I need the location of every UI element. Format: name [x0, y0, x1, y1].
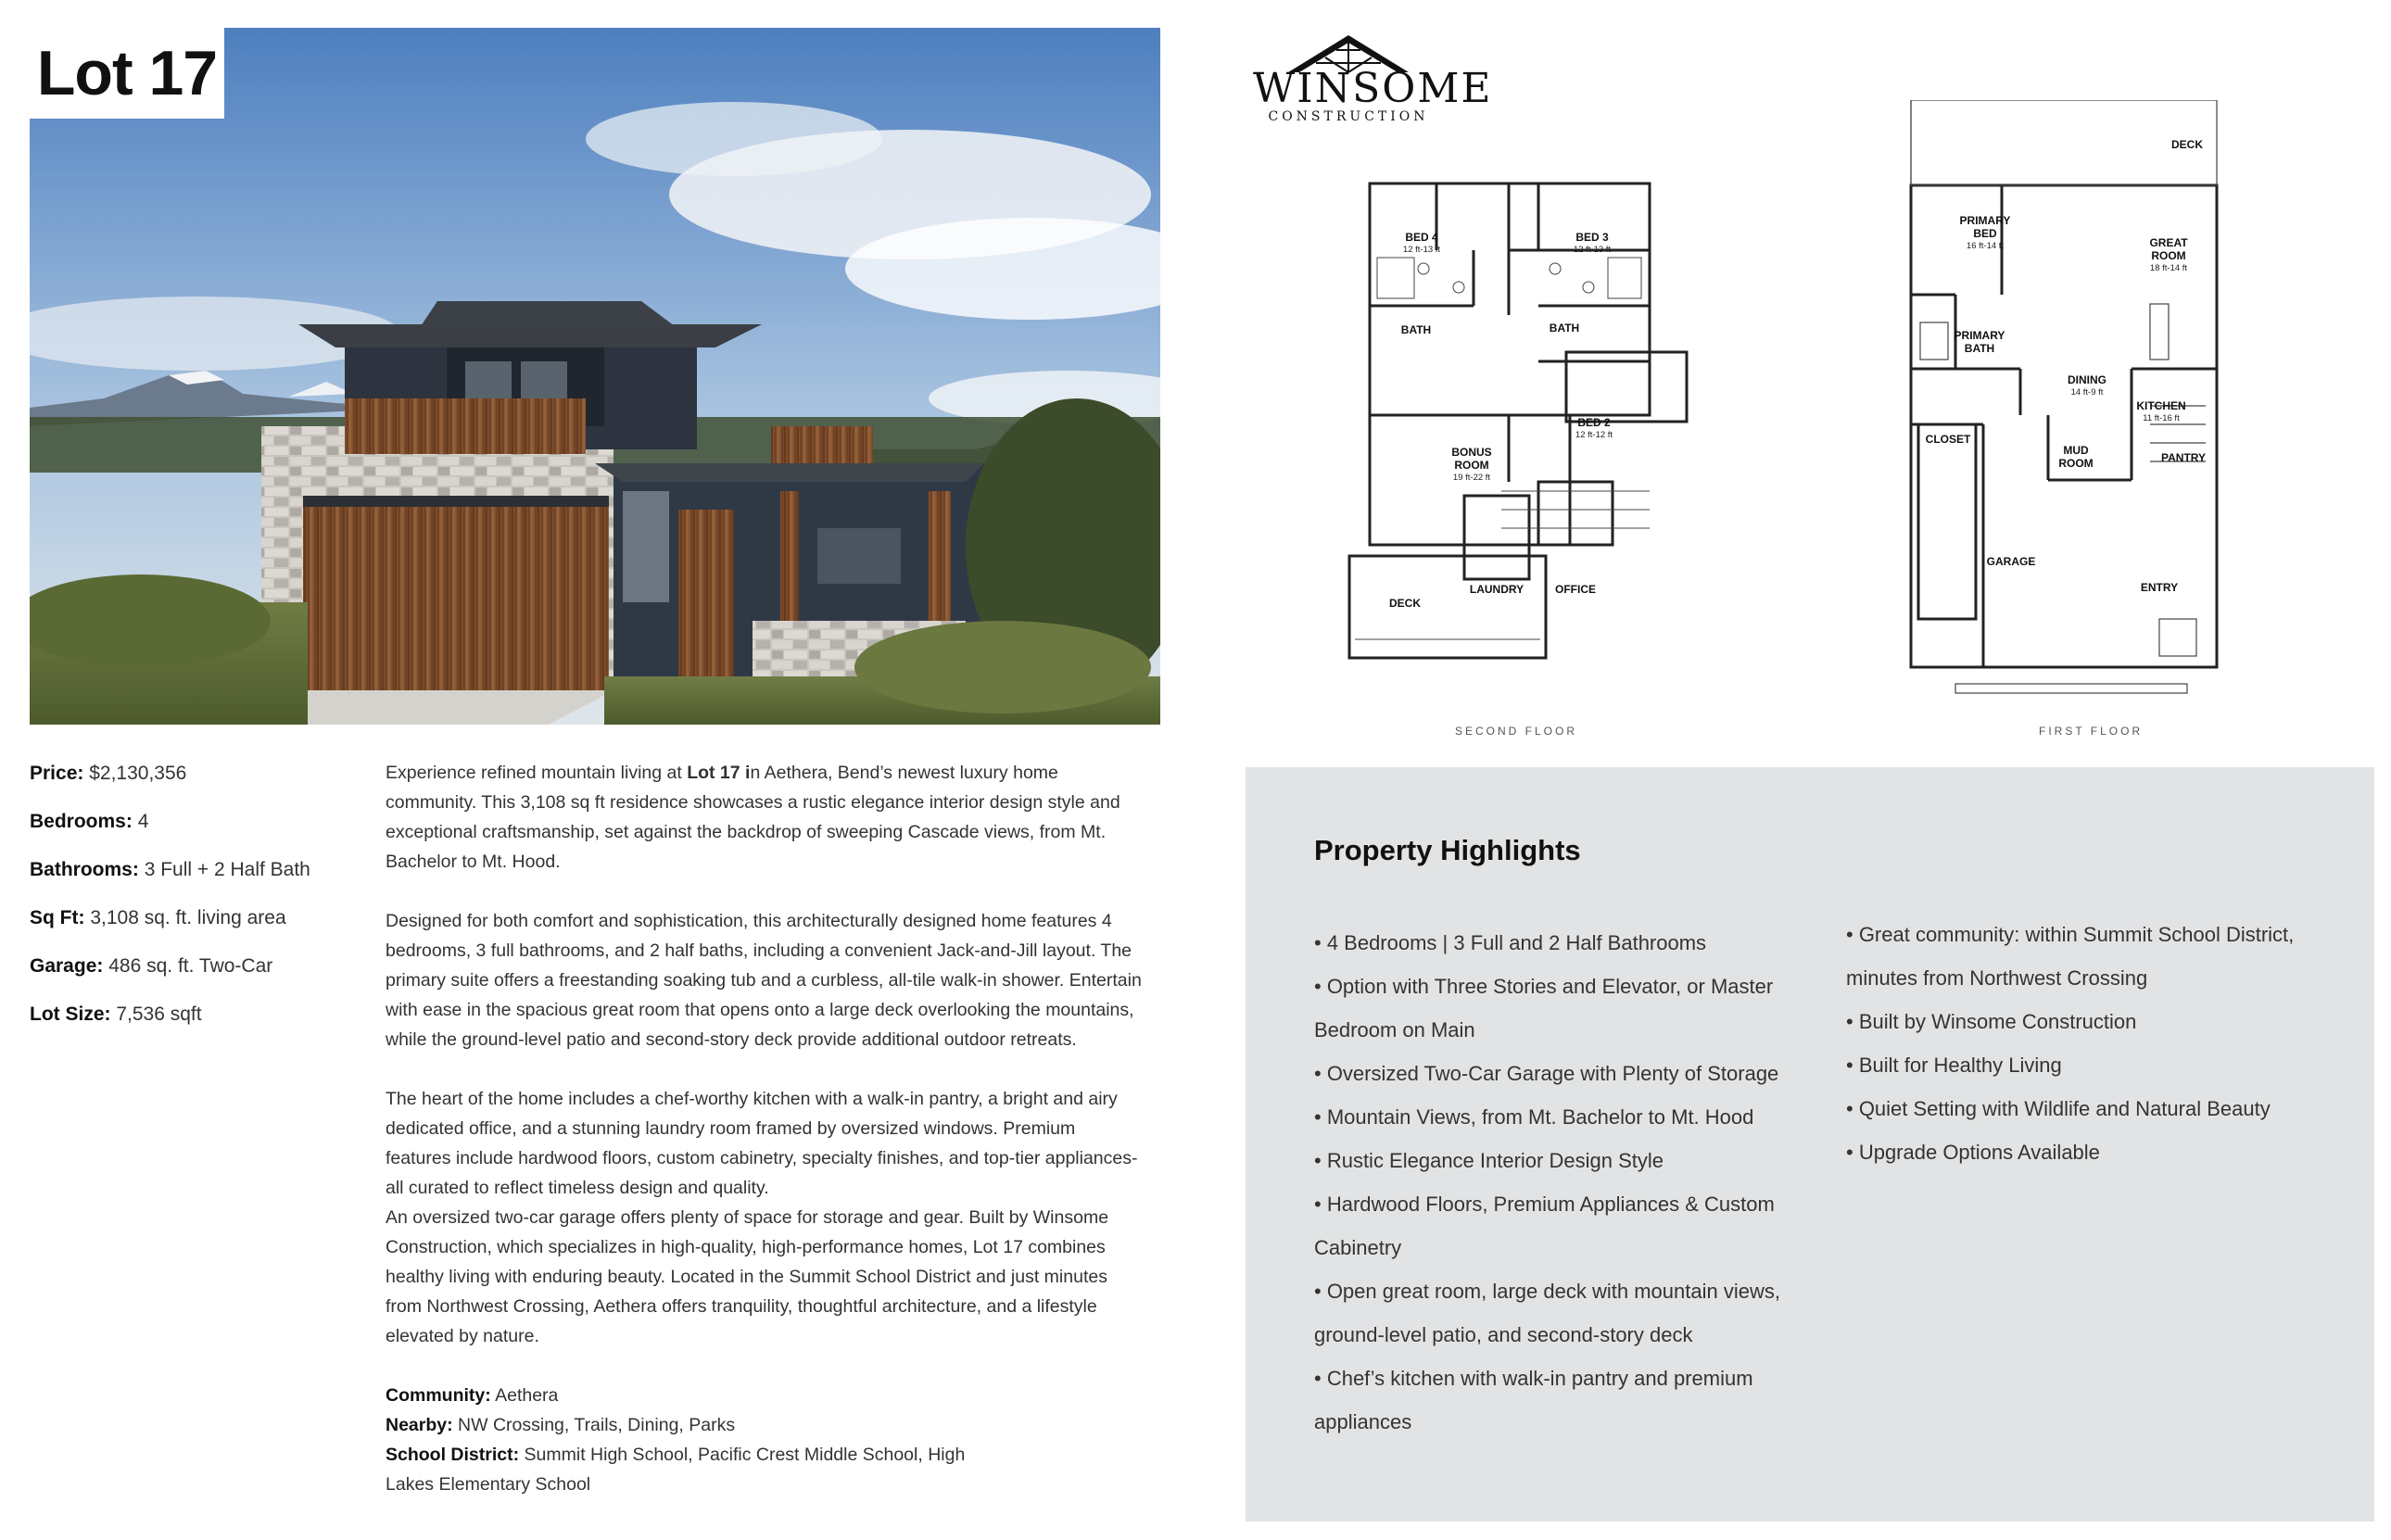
highlight-item: • Rustic Elegance Interior Design Style: [1314, 1149, 1664, 1172]
fact-price: Price: $2,130,356: [30, 763, 187, 784]
description-paragraph-1: Experience refined mountain living at Lot 17 in Aethera, Bend’s newest luxury home community. This 3,108 sq ft residence showcases a rustic elegance interior design style and exceptional craftsmanship, set against the backdrop of sweeping Cascade views, from Mt. Bachelor to Mt. Hood.: [386, 763, 1120, 872]
meta-nearby: Nearby: NW Crossing, Trails, Dining, Parks: [386, 1415, 736, 1435]
room-kitchen-dim: 11 ft-16 ft: [2143, 413, 2180, 423]
room-primary-bed-line2: BED: [1973, 227, 1997, 240]
room-dining-dim: 14 ft-9 ft: [2070, 387, 2104, 398]
highlight-item: • Mountain Views, from Mt. Bachelor to Mt. Hood: [1314, 1105, 1754, 1129]
room-bonus-dim: 19 ft-22 ft: [1452, 473, 1491, 483]
fact-sqft: Sq Ft: 3,108 sq. ft. living area: [30, 907, 286, 928]
highlight-item: • Oversized Two-Car Garage with Plenty of Storage: [1314, 1062, 1779, 1085]
highlight-item: • Built by Winsome Construction: [1846, 1010, 2137, 1033]
room-bed4-dim: 12 ft-13 ft: [1402, 245, 1441, 255]
room-laundry: LAUNDRY: [1469, 583, 1524, 596]
highlight-item: • 4 Bedrooms | 3 Full and 2 Half Bathrooms: [1314, 931, 1707, 954]
room-bed4: BED 4: [1405, 231, 1438, 244]
room-pantry: PANTRY: [2161, 451, 2206, 464]
house-rendering: [30, 28, 1160, 725]
highlight-item: • Built for Healthy Living: [1846, 1054, 2062, 1077]
property-facts: [30, 762, 345, 1051]
logo-wordmark: WINSOME: [1253, 65, 1493, 112]
highlights-title: Property Highlights: [1314, 834, 1581, 866]
lot-title: Lot 17: [36, 38, 218, 108]
first-floor-plan: [1900, 100, 2243, 712]
description-paragraph-4: An oversized two-car garage offers plenty of space for storage and gear. Built by Winsome Construction, which specializes in high-quality, high-performance homes, Lot 17 combines healthy living with enduring beauty. Located in the Summit School District and just minutes from Northwest Crossing, Aethera offers tranquility, thoughtful architecture, and a lifestyle elevated by nature.: [386, 1207, 1109, 1346]
fact-bathrooms: Bathrooms: 3 Full + 2 Half Bath: [30, 859, 310, 880]
room-bed3-dim: 12 ft-13 ft: [1573, 245, 1612, 255]
room-mud-line1: MUD: [2063, 444, 2089, 457]
highlight-item: • Great community: within Summit School District, minutes from Northwest Crossing: [1846, 923, 2295, 990]
room-entry: ENTRY: [2140, 581, 2179, 594]
room-deck-upper: DECK: [1388, 597, 1422, 610]
first-floor-caption: FIRST FLOOR: [2039, 725, 2144, 738]
room-dining: DINING: [2068, 373, 2106, 386]
room-office: OFFICE: [1555, 583, 1596, 596]
second-floor-caption: SECOND FLOOR: [1455, 725, 1578, 738]
room-primary-bed-line1: PRIMARY: [1959, 214, 2011, 227]
highlights-left-list: [1314, 921, 1833, 1444]
room-bed3: BED 3: [1575, 231, 1609, 244]
meta-school-district: School District: Summit High School, Pacific Crest Middle School, High Lakes Elementary School: [386, 1445, 966, 1495]
fact-lot-size: Lot Size: 7,536 sqft: [30, 1004, 202, 1025]
room-great-line1: GREAT: [2149, 236, 2188, 249]
second-floor-plan: [1344, 176, 1696, 676]
highlight-item: • Open great room, large deck with mountain views, ground-level patio, and second-story deck: [1314, 1280, 1780, 1346]
fact-garage: Garage: 486 sq. ft. Two-Car: [30, 955, 273, 977]
highlight-item: • Quiet Setting with Wildlife and Natural Beauty: [1846, 1097, 2271, 1120]
highlight-item: • Chef’s kitchen with walk-in pantry and premium appliances: [1314, 1367, 1753, 1433]
description-paragraph-2: Designed for both comfort and sophistication, this architecturally designed home features 4 bedrooms, 3 full bathrooms, and 2 half baths, including a convenient Jack-and-Jill layout. The primary suite offers a freestanding soaking tub and a curbless, all-tile walk-in shower. Entertain with ease in the spacious great room that opens onto a large deck overlooking the mountains, while the ground-level patio and second-story deck provide additional outdoor retreats.: [386, 911, 1142, 1050]
room-closet: CLOSET: [1925, 433, 1971, 446]
room-kitchen: KITCHEN: [2136, 399, 2186, 412]
room-primary-bed-dim: 16 ft-14 ft: [1966, 241, 2005, 251]
room-great-line2: ROOM: [2151, 249, 2186, 262]
room-bed2-dim: 12 ft-12 ft: [1575, 430, 1613, 440]
fact-bedrooms: Bedrooms: 4: [30, 811, 149, 832]
logo-subtitle: CONSTRUCTION: [1268, 109, 1429, 124]
highlight-item: • Upgrade Options Available: [1846, 1141, 2100, 1164]
description-paragraph-3: The heart of the home includes a chef-worthy kitchen with a walk-in pantry, a bright and airy dedicated office, and a stunning laundry room framed by oversized windows. Premium features include hardwood floors, custom cabinetry, specialty finishes, and top-tier appliances- all curated to reflect timeless design and quality.: [386, 1089, 1138, 1198]
room-bath-b: BATH: [1549, 322, 1580, 335]
room-bonus-line2: ROOM: [1454, 459, 1489, 472]
room-garage: GARAGE: [1986, 555, 2036, 568]
room-deck-main: DECK: [2170, 138, 2204, 151]
highlights-right-list: [1846, 913, 2347, 1174]
room-mud-line2: ROOM: [2058, 457, 2094, 470]
room-great-dim: 18 ft-14 ft: [2149, 263, 2188, 273]
highlight-item: • Hardwood Floors, Premium Appliances & Custom Cabinetry: [1314, 1193, 1775, 1259]
property-description: [386, 758, 1145, 1499]
room-primary-bath-line1: PRIMARY: [1954, 329, 2005, 342]
highlight-item: • Option with Three Stories and Elevator, or Master Bedroom on Main: [1314, 975, 1774, 1041]
room-primary-bath-line2: BATH: [1964, 342, 1995, 355]
lot-title-tag: [30, 28, 224, 119]
room-bath-a: BATH: [1400, 323, 1432, 336]
meta-community: Community: Aethera: [386, 1385, 559, 1406]
room-bed2: BED 2: [1577, 416, 1611, 429]
room-bonus-line1: BONUS: [1451, 446, 1492, 459]
